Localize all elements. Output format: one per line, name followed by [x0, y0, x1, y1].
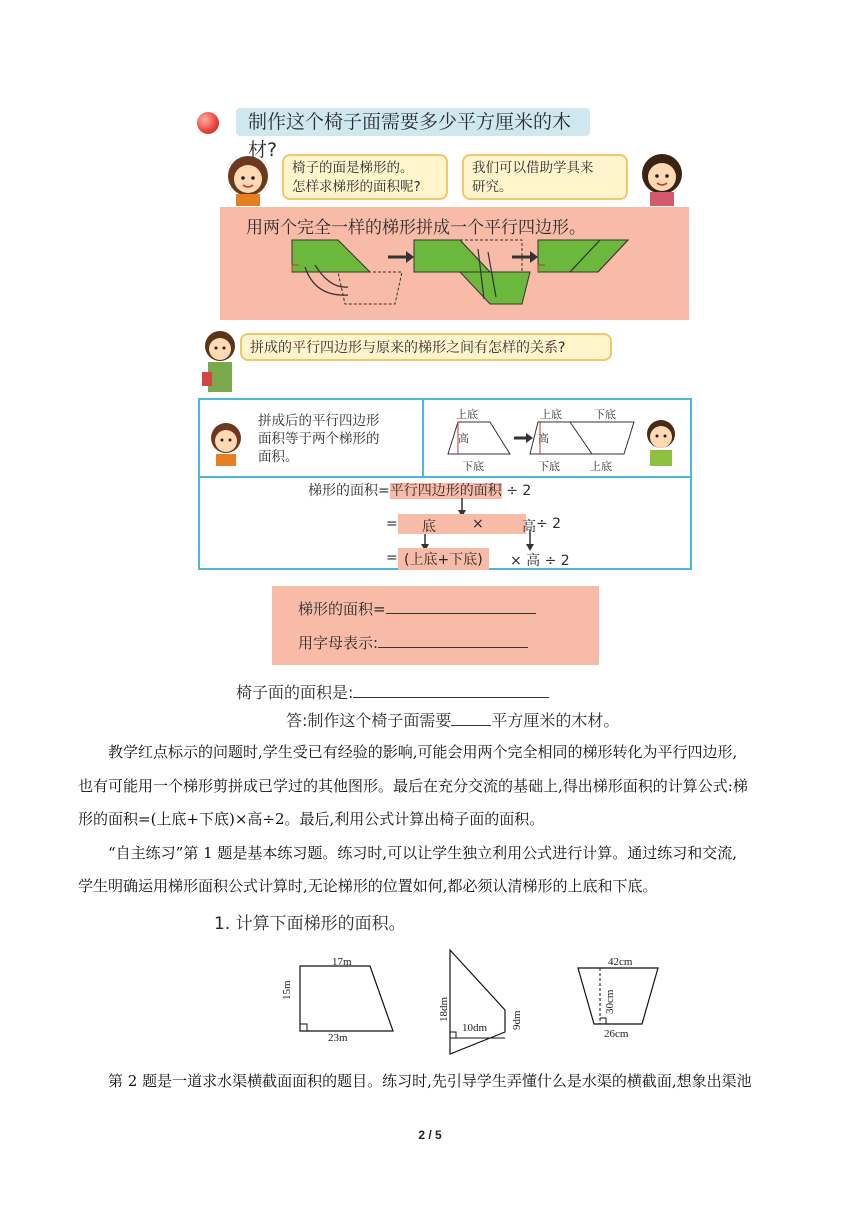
paragraph-line: 学生明确运用梯形面积公式计算时,无论梯形的位置如何,都必须认清梯形的上底和下底。	[78, 877, 658, 895]
fig2-bottom-label: 10dm	[462, 1022, 488, 1034]
fig2-left-label: 18dm	[438, 996, 450, 1022]
fig2-right-label: 9dm	[511, 1010, 523, 1030]
answer-prefix: 答:制作这个椅子面需要	[286, 711, 452, 730]
formula-times: ×	[472, 516, 484, 532]
fill-label: 梯形的面积=	[298, 600, 386, 618]
paragraph-line: 形的面积=(上底+下底)×高÷2。最后,利用公式计算出椅子面的面积。	[78, 810, 545, 828]
formula-text: ÷ 2	[506, 483, 532, 499]
paragraph-line: 也有可能用一个梯形剪拼成已学过的其他图形。最后在充分交流的基础上,得出梯形面积的计算公式:梯	[78, 777, 748, 795]
label-bottom-base: 下底	[538, 460, 560, 473]
label-bottom-base: 下底	[594, 408, 616, 421]
answer-blank[interactable]	[386, 598, 536, 614]
bubble-line: 怎样求梯形的面积呢?	[292, 179, 421, 195]
formula-text: 梯形的面积=	[308, 483, 390, 499]
chair-area-line	[236, 680, 549, 703]
paragraph-line: 教学红点标示的问题时,学生受已有经验的影响,可能会用两个完全相同的梯形转化为平行四边形,	[108, 743, 738, 761]
trapezoid-figure-3	[578, 968, 658, 1024]
answer-blank[interactable]	[451, 711, 491, 726]
formula-text: × 高 ÷ 2	[510, 553, 570, 569]
bubble-line: 我们可以借助学具来	[472, 160, 594, 176]
exercise-title: 1. 计算下面梯形的面积。	[214, 914, 406, 934]
fig3-bottom-label: 26cm	[604, 1028, 629, 1040]
teacher-question-bubble: 拼成的平行四边形与原来的梯形之间有怎样的关系?	[240, 333, 612, 361]
girl-avatar-left	[222, 152, 278, 206]
fill-label: 用字母表示:	[298, 634, 379, 652]
trapezoid-panel	[220, 207, 689, 320]
formula-highlight: (上底+下底)	[398, 548, 489, 570]
label-top-base: 上底	[456, 408, 478, 421]
formula-height: 高	[522, 519, 536, 535]
label-top-base: 上底	[540, 408, 562, 421]
fig3-top-label: 42cm	[608, 956, 633, 968]
label-top-base: 上底	[590, 460, 612, 473]
fill-line-1	[298, 598, 536, 619]
explanation-line: 面积等于两个梯形的	[258, 431, 380, 447]
paragraph-line: 第 2 题是一道求水渠横截面面积的题目。练习时,先引导学生弄懂什么是水渠的横截面,想象出渠池	[108, 1072, 752, 1090]
answer-blank[interactable]	[353, 683, 549, 698]
trapezoid-figure-1	[300, 966, 393, 1031]
teacher-avatar	[196, 328, 244, 396]
formula-eq: =	[386, 550, 398, 566]
formula-text: ÷ 2	[536, 516, 562, 532]
formula-arrows	[200, 400, 694, 572]
trapezoid-diagram	[220, 207, 689, 320]
speech-bubble-right	[462, 154, 628, 200]
explanation-line: 拼成后的平行四边形	[258, 413, 380, 429]
formula-eq: =	[386, 516, 398, 532]
label-bottom-base: 下底	[462, 460, 484, 473]
formula-highlight: 平行四边形的面积	[389, 483, 502, 499]
answer-line	[286, 708, 619, 731]
chair-area-label: 椅子面的面积是:	[236, 683, 354, 702]
paragraph-line: “自主练习”第 1 题是基本练习题。练习时,可以让学生独立利用公式进行计算。通过练习和交流,	[108, 844, 737, 862]
bubble-line: 椅子的面是梯形的。	[292, 160, 414, 176]
page-number: 2 / 5	[418, 1128, 442, 1142]
fig1-left-label: 15m	[281, 980, 293, 1000]
exercise-figures	[280, 948, 760, 1060]
speech-bubble-left	[282, 154, 448, 200]
label-height: 高	[538, 432, 549, 445]
question-heading: 制作这个椅子面需要多少平方厘米的木材?	[236, 108, 590, 136]
fig1-bottom-label: 23m	[328, 1032, 348, 1044]
fig1-top-label: 17m	[332, 956, 352, 968]
answer-blank[interactable]	[378, 632, 528, 648]
answer-suffix: 平方厘米的木材。	[491, 711, 620, 730]
red-dot-icon	[197, 112, 219, 134]
fill-line-2	[298, 632, 528, 653]
fill-in-panel	[272, 586, 599, 665]
fig3-height-label: 30cm	[604, 989, 616, 1014]
panel-caption: 用两个完全一样的梯形拼成一个平行四边形。	[246, 218, 586, 238]
explanation-line: 面积。	[258, 449, 299, 465]
formula-highlight	[398, 514, 526, 534]
formula-base: 底	[422, 519, 436, 535]
label-height: 高	[458, 432, 469, 445]
bubble-line: 研究。	[472, 179, 513, 195]
girl-avatar-right	[632, 150, 688, 206]
formula-box	[198, 398, 692, 570]
